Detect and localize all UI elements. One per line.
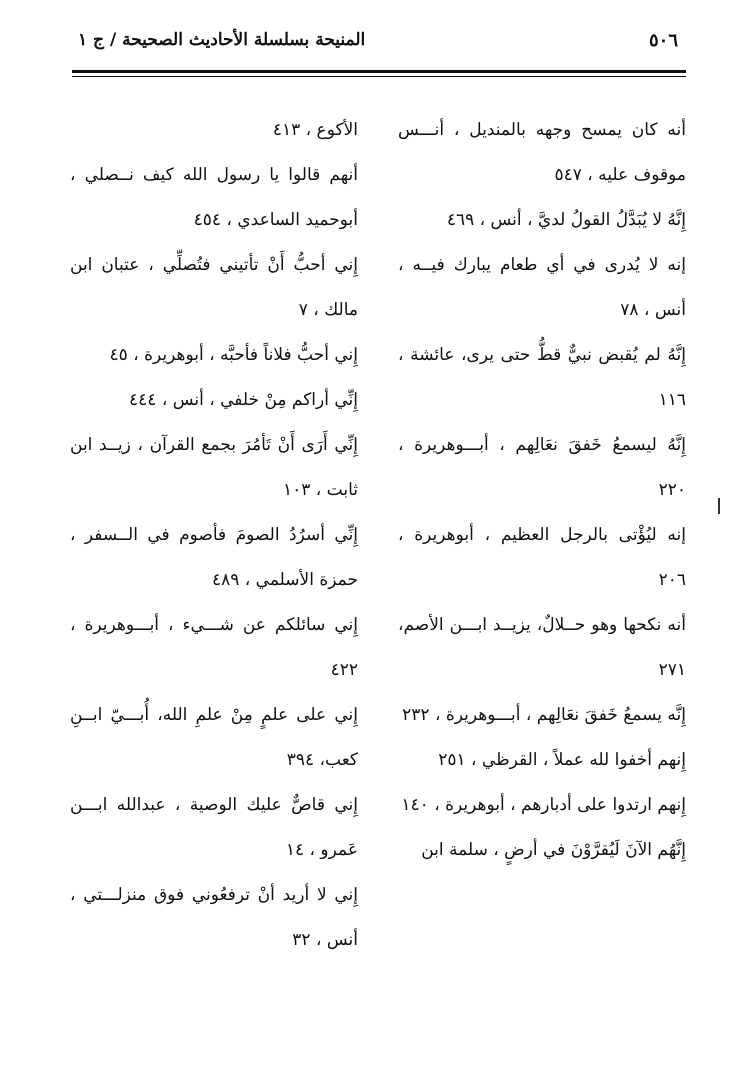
header-rule-thick xyxy=(72,70,686,73)
index-entry: إِني على علمٍ مِنْ علمِ الله، أُبـــيّ ابــنِ كعب، ٣٩٤ xyxy=(70,705,358,770)
header-rule-thin xyxy=(72,76,686,77)
index-entry: إِنِّي أسرُدُ الصومَ فأصوم في الــسفر ، حمزة الأسلمي ، ٤٨٩ xyxy=(70,525,358,590)
index-entry: إِنَّهُ لم يُقبض نبيٌّ قطُّ حتى يرى، عائشة ، ١١٦ xyxy=(398,345,686,410)
index-entry: إِنَّهُ ليسمعُ خَفقَ نعَالِهم ، أبـــوهريرة ، ٢٢٠ xyxy=(398,435,686,500)
index-entry: إِنَّه يسمعُ خَفقَ نعَالِهم ، أبـــوهريرة ، ٢٣٢ xyxy=(402,705,686,725)
index-entry: إِني أحبُّ فلاناً فأحبَّه ، أبوهريرة ، ٤٥ xyxy=(109,345,358,365)
index-entry: إِني أحبُّ أَنْ تأتيني فتُصلِّي ، عتبان ابن مالك ، ٧ xyxy=(70,255,358,320)
index-entry: أنهم قالوا يا رسول الله كيف نــصلي ، أبوحميد الساعدي ، ٤٥٤ xyxy=(70,165,358,230)
index-entry: إِني سائلكم عن شـــيء ، أبـــوهريرة ، ٤٢٢ xyxy=(70,615,358,680)
index-entry: إنه لا يُدرى في أي طعام يبارك فيــه ، أنس ، ٧٨ xyxy=(398,255,686,320)
index-entry: إِنَّهُم الآنَ لَيُقرَّوْنَ في أرضٍ ، سلمة ابن xyxy=(421,840,686,860)
running-title: المنيحة بسلسلة الأحاديث الصحيحة / ج ١ xyxy=(78,30,366,50)
index-entry: أنه كان يمسح وجهه بالمنديل ، أنـــس موقوف عليه ، ٥٤٧ xyxy=(398,120,686,185)
index-entry: إنه ليُؤْتى بالرجل العظيم ، أبوهريرة ، ٢٠٦ xyxy=(398,525,686,590)
page-number: ٥٠٦ xyxy=(648,30,678,51)
index-entry: أنه نكحها وهو حــلالٌ، يزيــد ابـــن الأصم، ٢٧١ xyxy=(398,615,686,680)
page-header xyxy=(78,30,678,60)
index-entry: إِنِّي أَرَى أَنْ تَأمُرَ بجمع القرآن ، زيــد ابن ثابت ، ١٠٣ xyxy=(70,435,358,500)
index-entry: إِنهم ارتدوا على أدبارهم ، أبوهريرة ، ١٤٠ xyxy=(401,795,686,815)
index-entry: إِنَّهُ لا يُبَدَّلُ القولُ لديَّ ، أنس ، ٤٦٩ xyxy=(446,210,686,230)
index-entry: إِنِّي أراكم مِنْ خلفي ، أنس ، ٤٤٤ xyxy=(129,390,358,410)
index-entry: إِنهم أخفوا لله عملاً ، القرظي ، ٢٥١ xyxy=(438,750,686,770)
index-column-right xyxy=(398,108,686,873)
index-entry: الأكوع ، ٤١٣ xyxy=(272,120,358,140)
scan-mark xyxy=(718,498,720,514)
index-column-left xyxy=(70,108,358,963)
index-entry: إِني لا أريد أنْ ترفعُوني فوق منزلـــتي ، أنس ، ٣٢ xyxy=(70,885,358,950)
index-entry: إِني قاصٌّ عليك الوصية ، عبدالله ابـــن عَمرو ، ١٤ xyxy=(70,795,358,860)
